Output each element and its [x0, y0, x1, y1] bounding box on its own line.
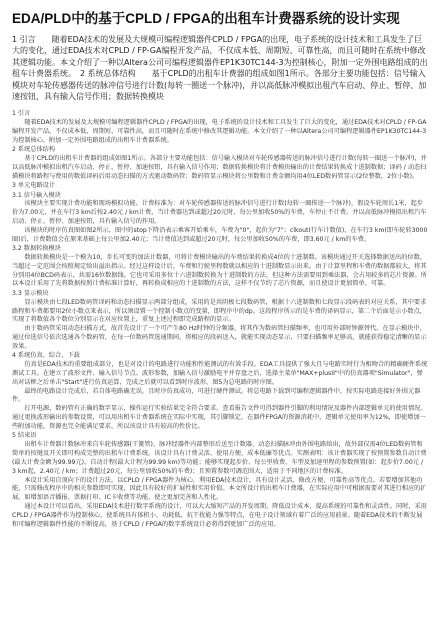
- paragraph: 本设计采用自顶向下的设计方法，以CPLD / FPGA器件为核心，利用EDA技术设计，具有设计灵活、修改方便、可靠性高等优点。若要增加其他功能，只需修改程序中的相关参数即可实现，因此具有较好的扩展性和实用价值。本文所设计的出租车计费器，在实际应用中可根据需要对其进行相应的扩展，如增加语音播报、票据打印、IC卡收费等功能，使之更加完善和人性化。: [12, 476, 427, 502]
- section-heading: 5 结束语: [12, 432, 37, 440]
- paragraph: 通过本设计可以看出，采用EDA技术进行数字系统的设计，可以大大缩短产品的开发周期，降低设计成本，提高系统的可靠性和灵活性。同时，采用CPLD / FPGA器件作为控制核心，使系统具有体积小、功耗低、抗干扰能力强等特点，在电子设计领域有着广泛的应用前景。随着EDA技术的不断发展和可编程逻辑器件性能的不断提高，基于CPLD / FPGA的数字系统设计必将得到更加广泛的应用。: [12, 503, 427, 528]
- paragraph: 基于CPLD的出租车计费器的组成如图1所示。各部分主要功能包括：信号输入模块对车轮传感器传送的脉冲信号进行计数(每转一圈送一个脉冲)，并以高低脉冲模拟出租汽车启动、停止、暂停、加速按钮，具有输入信号作用；数据转换模块将计费模块输出的计费结果转换成十进制数据；译码 / 动态扫描模块将路程与费用的数值译码后用动态扫描的方式驱动数码管；数码管显示模块将公里数和计费金额均用4位LED数码管显示(2位整数，2位小数)。: [12, 155, 427, 180]
- section-heading: 3 单元电路设计: [12, 182, 56, 190]
- paragraph: 该模块的时序仿真图如图2所示，图中的stop下降沿表示乘客开始乘车，车费为"0"，起价为"7"；clkout(行车计数值)，在车行3 km(即车轮转3000圈)后，计费数值会在原来基础上每公里加2.40元；当计费值达到或超过20元时，每公里加收50%的车费，即3.60元 / km的车费。: [12, 226, 428, 243]
- paragraph: 出租车计费器计数脉冲来自车轮传感器(干簧管)，脉冲经器件内部整形后送至计数器，动态扫描脉冲由外围电路给出，故外部仅需4位LED数码管和简单的按键及开关即可构成完整的出租车计费系统。该设计具有计费灵活、使用方便、成本低廉等优点。实测表明：该计费器实现了按预置参数自动计费(最大计费金额为99.99元)、自动计程(最大计程为99.99 km)等功能；能够实现起步价、每公里收费、车型及加速里程的参数预置(如：起步价7.00元 / 3 km起，2.40元 / km；计费超过20元，每公里加收50%的车费)；且预置参数可调范围大，适用于不同地区的计费标准。: [12, 441, 427, 475]
- paragraph: 仿真是EDA技术的重要组成部分，也是对设计的电路进行功能和性能测试的有效手段。EDA工具提供了强大且与电路实时行为相吻合的精确硬件系统测试工具。在建立了波形文件、输入信号节点、波形参数，加输入信号激励电平并存盘之后，选择主菜单"MAX+plusII"中的仿真器项"Simulator"，弹出对话框之后单击"Start"进行仿真运算，完成之后就可以看到时序波形，图5为总电路的时序图。: [12, 361, 428, 386]
- subsection-heading: 3.1 信号输入模块: [12, 191, 61, 199]
- section-heading: 4 系统仿真、综合、下载: [12, 352, 80, 360]
- document-title: EDA/PLD中的基于CPLD / FPGA的出租车计费器系统的设计实现: [12, 11, 400, 26]
- paragraph: 数据转换模块是一个模为10，步长可变的加法计数器，可将计费模块输出的车费结果转换成4位的十进制数。该模块通过开关选择数据送出的位数，当超过一定范围会按照规定给出溢出指示。经过这样设计后，车费和行驶里程数就以相应的十进制数显示出来。由于计算里程和车费的数据都较大，将其分别用4位BCD码表示，共需16位数据线。它也可采用多位十六进制数转换为十进制数的方法，但这种方法需要用到乘法器，会占用较多的芯片资源。所以本设计采用了先将数据按照计费标准计算好，再转换成相应的十进制数的方法，这样不仅节约了芯片资源，而且使设计更加简单、可靠。: [12, 253, 427, 288]
- paragraph: 随着EDA技术的发展及大规模可编程逻辑器件CPLD / FPGA的出现，电子系统的设计技术和工具发生了巨大的变化，通过EDA技术对CPLD / FP-GA编程开发产品，不仅成本低、周期短、可靠性高，而且可随时在系统中修改其逻辑功能。本文介绍了一种以Altera公司可编程逻辑器件EP1K30TC144-3为控制核心，附加一定外围电路组成的出租车计费器系统。: [12, 119, 427, 144]
- paragraph: 打开电源，数码管有正确的数字显示，操作运行实验结果完全符合要求。查看报告文件可得到器件引脚的利用情况及器件内部逻辑单元的使用情况。通过更换波形输出的参数设置，可以用出租车计费器系统在实际中实现，其引脚锁定，在器件FPGA的资源消耗中，逻辑单元使用率为12%，即使增加一些附加功能，资源也完全能满足要求，所以该设计具有较高的性价比。: [12, 405, 427, 430]
- abstract: [12, 34, 428, 102]
- section-heading: 2 系统总体结构: [12, 146, 56, 154]
- paragraph: 显示模块由七段LED数码管译码和动态扫描显示两部分组成。采用的是共阴极七段数码管，根据十六进制数和七段显示段码表的对应关系，其中要求路程和车费都要用2位小数点来表示，所以须设置一个控制小数点的变量，即程序中的dp。这段程序所示的是车费的译码显示，第二个后面是示小数点，实现了将数值各个数位分别显示在对应位置上，重复上述过程即完成路程的显示。: [12, 298, 427, 324]
- subsection-heading: 3.3 显示模块: [12, 289, 49, 297]
- paragraph: 该模块主要实现计费功能和现场模拟功能。计费标准为：对车轮传感器传送的脉冲信号进行计数(每转一圈传送一个脉冲)，假设车轮周长1米，起步价为7.00元，并在车行3 km后按2.40元 / km计费，当计费器达到或超过20元时，每公里加收50%的车费，车停止不计费。并以高低脉冲模拟出租汽车启动、停止、暂停、加速按钮，具有输入信号的作用。: [12, 200, 427, 226]
- article-body: [12, 110, 428, 529]
- subsection-heading: 3.2 数据转换模块: [12, 245, 61, 253]
- abstract-paragraph: 1 引言 随着EDA技术的发展及大规模可编程逻辑器件CPLD / FPGA的出现，电子系统的设计技术和工具发生了巨大的变化，通过EDA技术对CPLD / FP-GA编程开发产品，不仅成本低、周期短、可靠性高，而且可随时在系统中修改其逻辑功能。本文介绍了一种以Altera公司可编程逻辑器件EP1K30TC144-3为控制核心，附加一定外围电路组成的出租车计费器系统。 2 系统总体结构 基于CPLD的出租车计费器的组成如图1所示。各部分主要功能包括：信号输入模块对车轮传感器传送的脉冲信号进行计数(每转一圈送一个脉冲)，并以高低脉冲模拟出租汽车启动、停止、暂停、加速按钮，具有输入信号作用；数据转换模块: [12, 35, 428, 102]
- section-heading: 1 引言: [12, 110, 31, 118]
- paragraph: 由于数码管采用动态扫描方式，故首先设计了一个可产生80 Hz时钟的分频器，将其作为数码管扫描频率，也可用外部时钟源替代。在显示模块中，通过位选信号依次选通各个数码管，在每一位数码管选通期间，将相应的段码送入，就能实现动态显示，只要扫描频率足够高，就能获得稳定清晰的显示效果。: [12, 325, 427, 350]
- paragraph: 最终的电路设计完成后，若自体电路确无误，且时序仿真成功，可进行硬件测试。将总电路下载到可编程逻辑器件中，按实际电路连接好外围元器件。: [12, 387, 421, 404]
